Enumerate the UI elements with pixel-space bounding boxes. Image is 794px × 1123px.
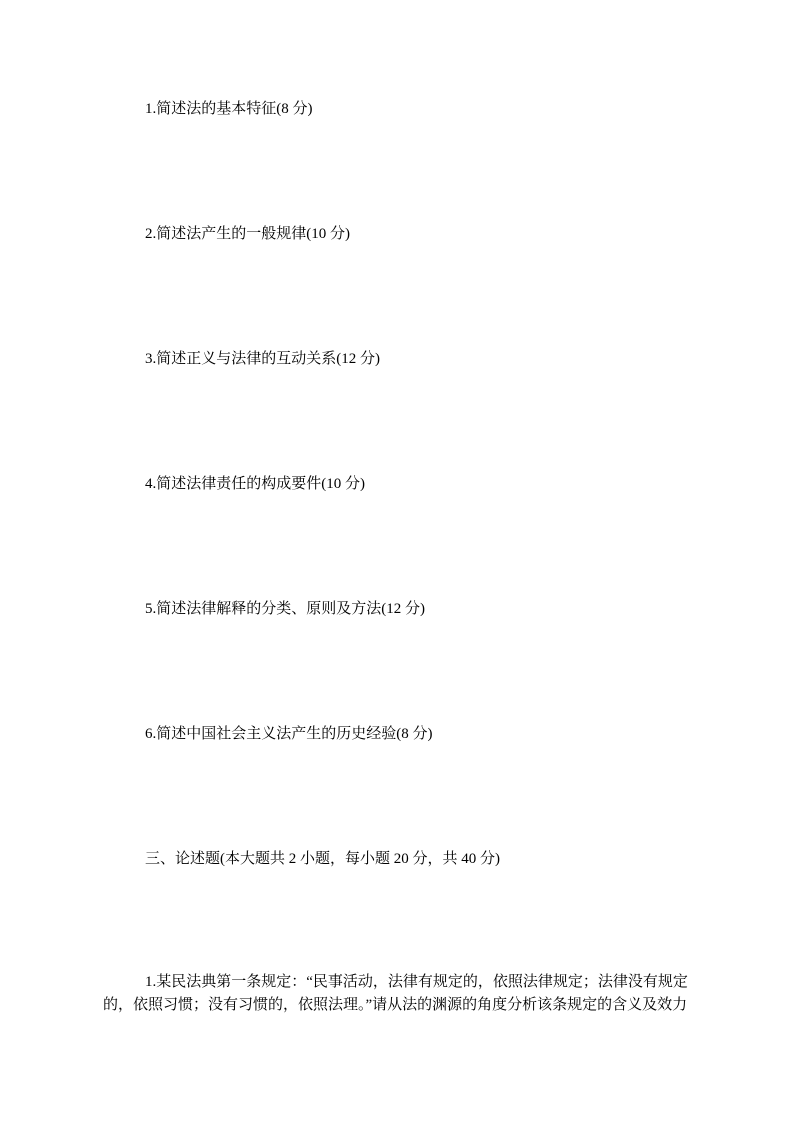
essay-question-1 xyxy=(103,971,703,1016)
short-answer-question-5: 5.简述法律解释的分类、原则及方法(12 分) xyxy=(145,601,425,617)
short-answer-question-3: 3.简述正义与法律的互动关系(12 分) xyxy=(145,351,380,367)
essay-question-line-2: 的，依照习惯；没有习惯的，依照法理。”请从法的渊源的角度分析该条规定的含义及效力 xyxy=(103,996,688,1013)
short-answer-question-1: 1.简述法的基本特征(8 分) xyxy=(145,101,313,117)
short-answer-question-2: 2.简述法产生的一般规律(10 分) xyxy=(145,226,350,242)
essay-question-line-1: 1.某民法典第一条规定：“民事活动，法律有规定的，依照法律规定；法律没有规定 xyxy=(145,974,688,990)
short-answer-question-6: 6.简述中国社会主义法产生的历史经验(8 分) xyxy=(145,726,433,742)
short-answer-question-4: 4.简述法律责任的构成要件(10 分) xyxy=(145,476,365,492)
section-heading-essay: 三、论述题(本大题共 2 小题，每小题 20 分，共 40 分) xyxy=(145,851,500,867)
